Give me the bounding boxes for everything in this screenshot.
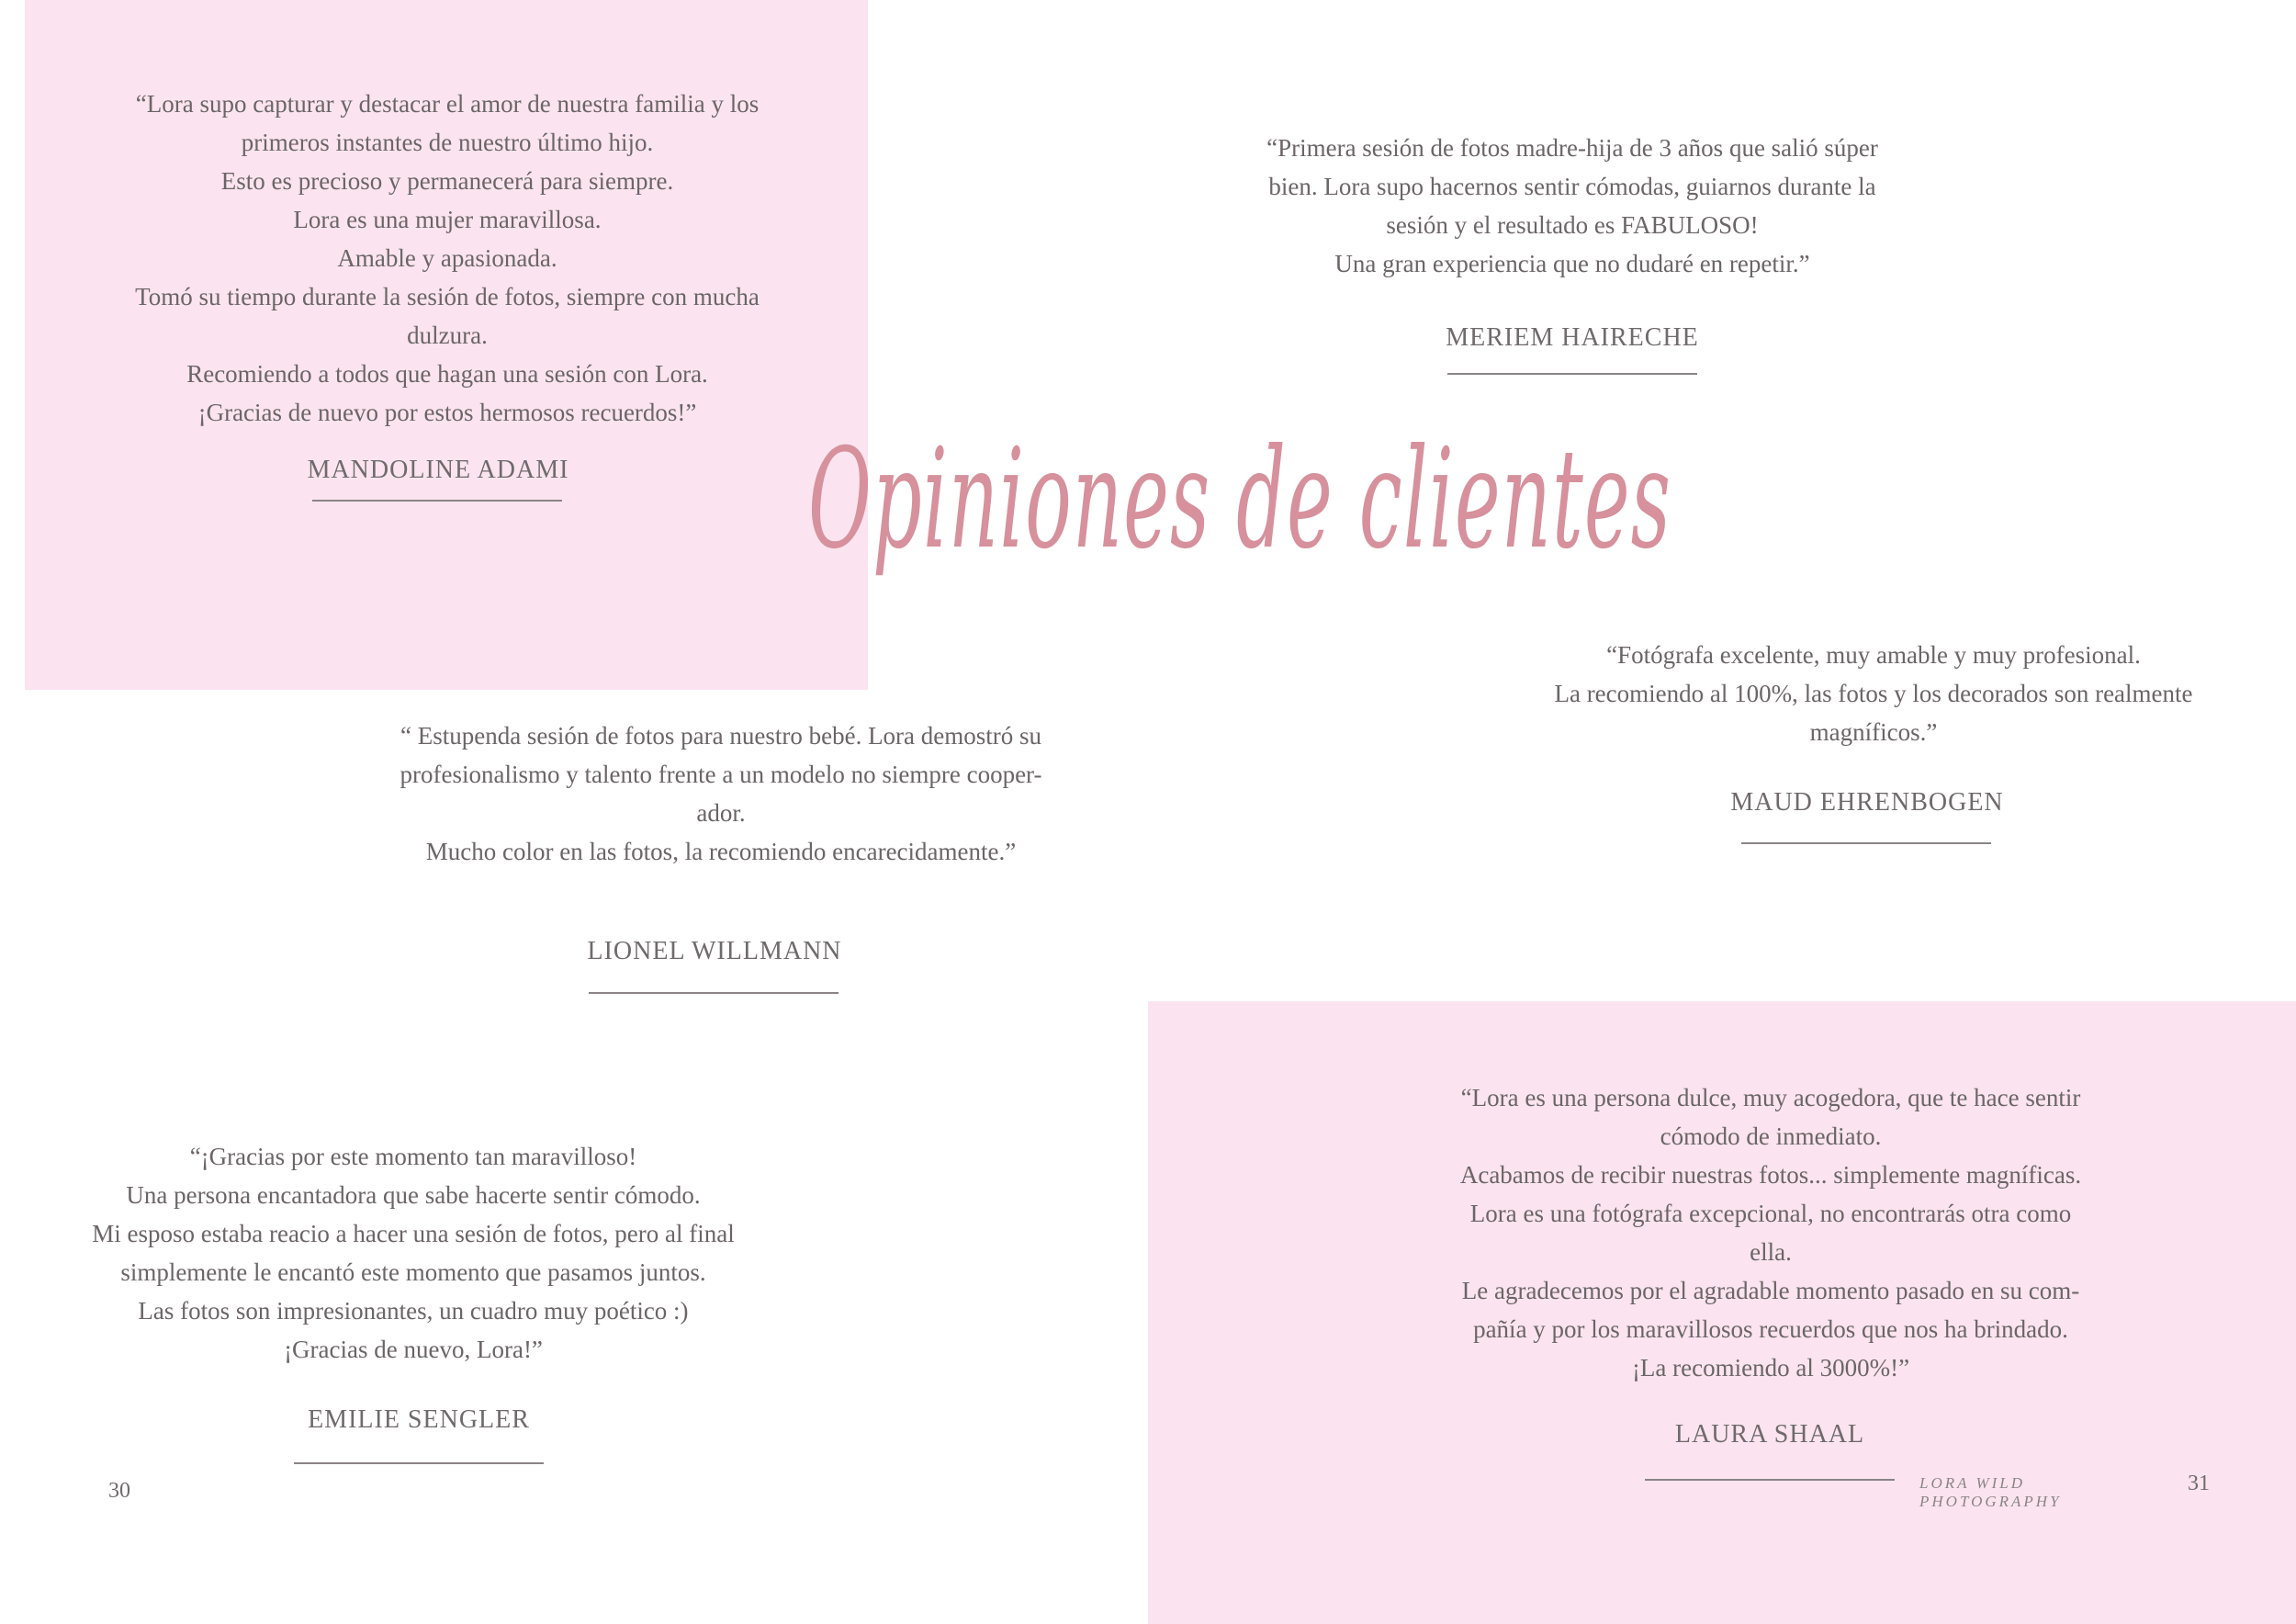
quote-line: Esto es precioso y permanecerá para siempre. (220, 167, 674, 195)
testimonial-quote-emilie (46, 1137, 781, 1369)
quote-line: “¡Gracias por este momento tan maravilloso! (189, 1143, 637, 1170)
quote-line: Las fotos son impresionantes, un cuadro muy poético :) (138, 1297, 689, 1325)
quote-line: “Lora supo capturar y destacar el amor de nuestra familia y los (135, 90, 760, 118)
testimonial-author: EMILIE SENGLER (308, 1405, 530, 1434)
author-divider (1447, 373, 1697, 375)
author-divider (1645, 1479, 1895, 1481)
quote-line: dulzura. (407, 321, 488, 349)
quote-line: simplemente le encantó este momento que pasamos juntos. (120, 1258, 706, 1286)
quote-line: La recomiendo al 100%, las fotos y los decorados son realmente (1554, 680, 2193, 707)
quote-line: Amable y apasionada. (337, 244, 557, 272)
quote-line: Acabamos de recibir nuestras fotos... simplemente magníficas. (1459, 1161, 2082, 1189)
quote-line: ¡Gracias de nuevo por estos hermosos recuerdos!” (197, 399, 697, 426)
quote-line: profesionalismo y talento frente a un modelo no siempre cooper- (400, 761, 1042, 788)
quote-line: pañía y por los maravillosos recuerdos que nos ha brindado. (1473, 1315, 2068, 1343)
testimonial-author: LAURA SHAAL (1674, 1420, 1865, 1449)
quote-line: magníficos.” (1809, 718, 1938, 746)
quote-line: “Lora es una persona dulce, muy acogedora, que te hace sentir (1460, 1084, 2081, 1111)
quote-line: Tomó su tiempo durante la sesión de fotos, siempre con mucha (135, 283, 760, 310)
author-divider (294, 1462, 544, 1464)
testimonial-quote-mandoline (80, 85, 815, 432)
quote-line: Mucho color en las fotos, la recomiendo encarecidamente.” (425, 838, 1017, 865)
quote-line: ¡La recomiendo al 3000%!” (1631, 1354, 1910, 1382)
quote-line: Una gran experiencia que no dudaré en repetir.” (1334, 250, 1810, 277)
page-number-right: 31 (2188, 1472, 2210, 1495)
quote-line: ¡Gracias de nuevo, Lora!” (284, 1336, 543, 1363)
quote-line: “ Estupenda sesión de fotos para nuestro bebé. Lora demostró su (400, 722, 1042, 750)
page-number-left: 30 (108, 1479, 130, 1503)
testimonial-author: MANDOLINE ADAMI (307, 456, 569, 484)
author-divider (589, 992, 838, 994)
testimonial-author: MERIEM HAIRECHE (1446, 323, 1699, 352)
page-title-text: Opiniones de clientes (808, 420, 1671, 580)
quote-line: bien. Lora supo hacernos sentir cómodas, guiarnos durante la (1268, 173, 1876, 200)
quote-line: cómodo de inmediato. (1660, 1122, 1882, 1150)
quote-line: Le agradecemos por el agradable momento pasado en su com- (1461, 1277, 2080, 1304)
quote-line: “Fotógrafa excelente, muy amable y muy profesional. (1606, 641, 2141, 669)
quote-line: primeros instantes de nuestro último hijo. (241, 129, 654, 156)
author-divider (1741, 842, 1991, 844)
quote-line: sesión y el resultado es FABULOSO! (1386, 211, 1759, 239)
quote-line: ella. (1750, 1238, 1792, 1266)
quote-line: Una persona encantadora que sabe hacerte sentir cómodo. (126, 1181, 701, 1209)
quote-line: Mi esposo estaba reacio a hacer una sesión de fotos, pero al final (92, 1220, 735, 1247)
testimonial-quote-maud (1506, 636, 2241, 751)
page-title (790, 404, 1690, 625)
testimonial-quote-lionel (354, 716, 1088, 871)
brand-footer: LORA WILD PHOTOGRAPHY (1919, 1474, 2062, 1510)
quote-line: Lora es una fotógrafa excepcional, no encontrarás otra como (1469, 1200, 2072, 1227)
testimonial-author: LIONEL WILLMANN (587, 937, 842, 965)
testimonial-quote-laura (1403, 1078, 2138, 1387)
quote-line: Recomiendo a todos que hagan una sesión con Lora. (186, 360, 708, 388)
author-divider (312, 500, 562, 502)
testimonial-quote-meriem (1205, 129, 1940, 283)
quote-line: “Primera sesión de fotos madre-hija de 3 años que salió súper (1266, 134, 1878, 162)
quote-line: ador. (696, 799, 746, 827)
testimonial-author: MAUD EHRENBOGEN (1730, 788, 2004, 817)
quote-line: Lora es una mujer maravillosa. (293, 206, 602, 233)
